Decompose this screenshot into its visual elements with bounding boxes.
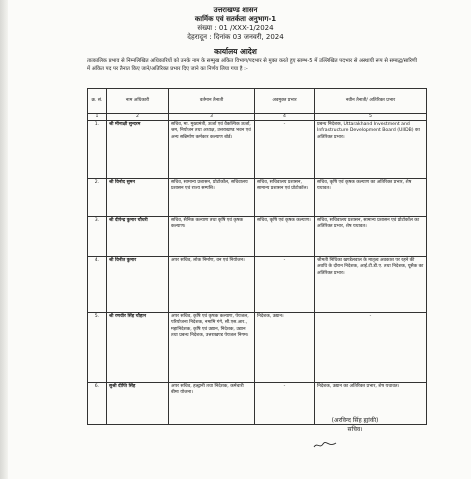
row-serial: 6.: [88, 383, 107, 425]
row-relieved-charge: सचिव, कृषि एवं कृषक कल्याण।: [255, 217, 315, 257]
row-relieved-charge: -: [255, 383, 315, 425]
row-officer-name: सुश्री दीप्ति सिंह: [107, 383, 169, 425]
table-row: [88, 313, 427, 383]
row-relieved-charge: निदेशक, उद्यान।: [255, 313, 315, 383]
col-header-new-posting: नवीन तैनाती/ अतिरिक्त प्रभार: [315, 89, 427, 114]
col-number: 3: [169, 114, 255, 121]
order-date: देहरादून : दिनांक 03 जनवरी, 2024: [187, 33, 284, 41]
col-number: 1: [88, 114, 107, 121]
signatory-designation: सचिव।: [347, 426, 363, 433]
col-number: 4: [255, 114, 315, 121]
table-row: [88, 217, 427, 257]
row-new-posting: प्रबन्ध निदेशक, Uttarakhand Investment and Infrastructure Development Board (UIIDB) का अतिरिक्त प्रभार।: [315, 121, 427, 179]
government-name: उत्तराखण्ड शासन: [213, 6, 258, 14]
signatory-name: (अरविन्द सिंह ह्यांकी): [331, 417, 379, 424]
transfer-table: [87, 88, 427, 425]
table-row: [88, 257, 427, 313]
row-serial: 1.: [88, 121, 107, 179]
row-officer-name: श्री विनोद सुमन: [107, 179, 169, 217]
department-name: कार्मिक एवं सतर्कता अनुभाग-1: [194, 15, 277, 23]
row-current-posting: अपर सचिव, कृषि एवं कृषक कल्याण, पेयजल, परियोजना निदेशक, नमामि गंगे, सी.एस.आर., महानिदेशक, कृषि एवं उद्यान, निदेशक, उद्यान तथा प्रबन्ध निदेशक, उत्तराखण्ड पेयजल निगम।: [169, 313, 255, 383]
row-new-posting: श्रीमती निधिका खण्डेलवाल के मातृत्व अवकाश पर रहने की अवधि के दौरान निदेशक, आई.टी.डी.ए. तथा निदेशक, यूसैक का अतिरिक्त प्रभार।: [315, 257, 427, 313]
row-relieved-charge: -: [255, 121, 315, 179]
col-header-relieved-charge: अवमुक्त प्रभार: [255, 89, 315, 114]
signature-block: [285, 416, 425, 434]
row-current-posting: सचिव, सामान्य प्रशासन, प्रोटोकॉल, सचिवालय प्रशासन एवं राज्य सम्पत्ति।: [169, 179, 255, 217]
column-number-row: [88, 114, 427, 121]
intro-paragraph: तात्कालिक प्रभाव से निम्नलिखित अधिकारियों को उनके नाम के सम्मुख अंकित विभाग/पदभार से मुक्त करते हुए स्तम्भ-5 में उल्लिखित पदभार से अस्थायी रूप से सम्बद्ध/सारिणी में अंकित पद पर तैनात किए जाने/अतिरिक्त प्रभार दिए जाने का निर्णय लिया गया है :-: [87, 58, 417, 72]
table-row: [88, 121, 427, 179]
table-row: [88, 179, 427, 217]
row-current-posting: सचिव, सैनिक कल्याण तथा कृषि एवं कृषक कल्याण।: [169, 217, 255, 257]
col-number: 2: [107, 114, 169, 121]
row-new-posting: सचिव, कृषि एवं कृषक कल्याण का अतिरिक्त प्रभार, शेष यथावत।: [315, 179, 427, 217]
handwritten-initials-mark: [312, 440, 338, 450]
order-number: संख्या : 01 /XXX-1/2024: [197, 24, 274, 32]
row-relieved-charge: -: [255, 257, 315, 313]
row-current-posting: अपर सचिव, लोक निर्माण, वन एवं नियोजन।: [169, 257, 255, 313]
row-serial: 3.: [88, 217, 107, 257]
row-new-posting: सचिव, सचिवालय प्रशासन, सामान्य प्रशासन एवं प्रोटोकॉल का अतिरिक्त प्रभार, शेष यथावत।: [315, 217, 427, 257]
row-officer-name: श्री रणवीर सिंह चौहान: [107, 313, 169, 383]
row-officer-name: श्री विनीत कुमार: [107, 257, 169, 313]
col-header-serial: क्र. सं.: [88, 89, 107, 114]
row-new-posting: -: [315, 313, 427, 383]
col-header-current-posting: वर्तमान तैनाती: [169, 89, 255, 114]
row-serial: 5.: [88, 313, 107, 383]
table-header-row: [88, 89, 427, 114]
row-current-posting: अपर सचिव, हल्द्वानी तथा निदेशक, कर्मचारी बीमा योजना।: [169, 383, 255, 425]
col-number: 5: [315, 114, 427, 121]
row-officer-name: श्री दीपेन्द्र कुमार चौधरी: [107, 217, 169, 257]
page-binding-shadow: [0, 0, 8, 479]
row-officer-name: श्री मीनाक्षी सुन्दरम: [107, 121, 169, 179]
col-header-officer: नाम अधिकारी: [107, 89, 169, 114]
document-title: कार्यालय आदेश: [214, 47, 257, 56]
row-serial: 4.: [88, 257, 107, 313]
row-current-posting: सचिव, मा. मुख्यमंत्री, ऊर्जा एवं वैकल्पिक ऊर्जा, श्रम, नियोजन तथा अध्यक्ष, उत्तराखण्ड भवन एवं अन्य सन्निर्माण कर्मकार कल्याण बोर्ड।: [169, 121, 255, 179]
row-relieved-charge: सचिव, सचिवालय प्रशासन, सामान्य प्रशासन एवं प्रोटोकॉल।: [255, 179, 315, 217]
row-serial: 2.: [88, 179, 107, 217]
row-new-posting: निदेशक, उद्यान का अतिरिक्त प्रभार, शेष यथावत।: [315, 383, 427, 425]
